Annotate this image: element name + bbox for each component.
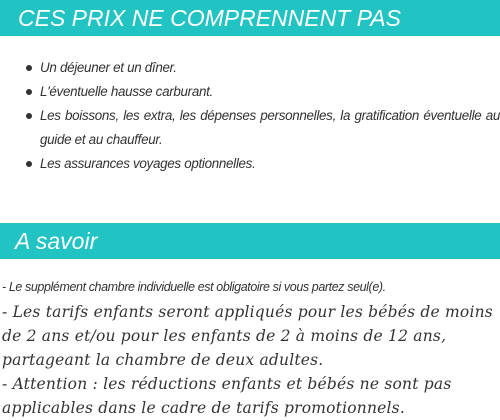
- section-header-a-savoir: A savoir: [0, 223, 500, 259]
- savoir-notes: [2, 300, 498, 420]
- bullet-icon: [26, 65, 32, 71]
- promotions-warning-note: - Attention : les réductions enfants et bébés ne sont pas applicables dans le cadre de tarifs promotionnels.: [2, 375, 452, 417]
- list-item: [0, 104, 500, 152]
- bullet-icon: [26, 113, 32, 119]
- single-room-note: - Le supplément chambre individuelle est obligatoire si vous partez seul(e).: [2, 280, 386, 294]
- children-rates-note: - Les tarifs enfants seront appliqués pour les bébés de moins de 2 ans et/ou pour les enfants de 2 à moins de 12 ans, partageant la chambre de deux adultes.: [2, 303, 493, 369]
- list-item-text: L'éventuelle hausse carburant.: [40, 84, 213, 99]
- list-item-text: Un déjeuner et un dîner.: [40, 60, 177, 75]
- list-item-text: Les boissons, les extra, les dépenses personnelles, la gratification éventuelle au guide et au chauffeur.: [40, 108, 500, 147]
- list-item: [0, 80, 500, 104]
- list-item-text: Les assurances voyages optionnelles.: [40, 156, 256, 171]
- list-item: [0, 56, 500, 80]
- section-header-not-included: CES PRIX NE COMPRENNENT PAS: [0, 0, 500, 36]
- bullet-icon: [26, 89, 32, 95]
- bullet-icon: [26, 161, 32, 167]
- not-included-list: [0, 56, 500, 176]
- list-item: [0, 152, 500, 176]
